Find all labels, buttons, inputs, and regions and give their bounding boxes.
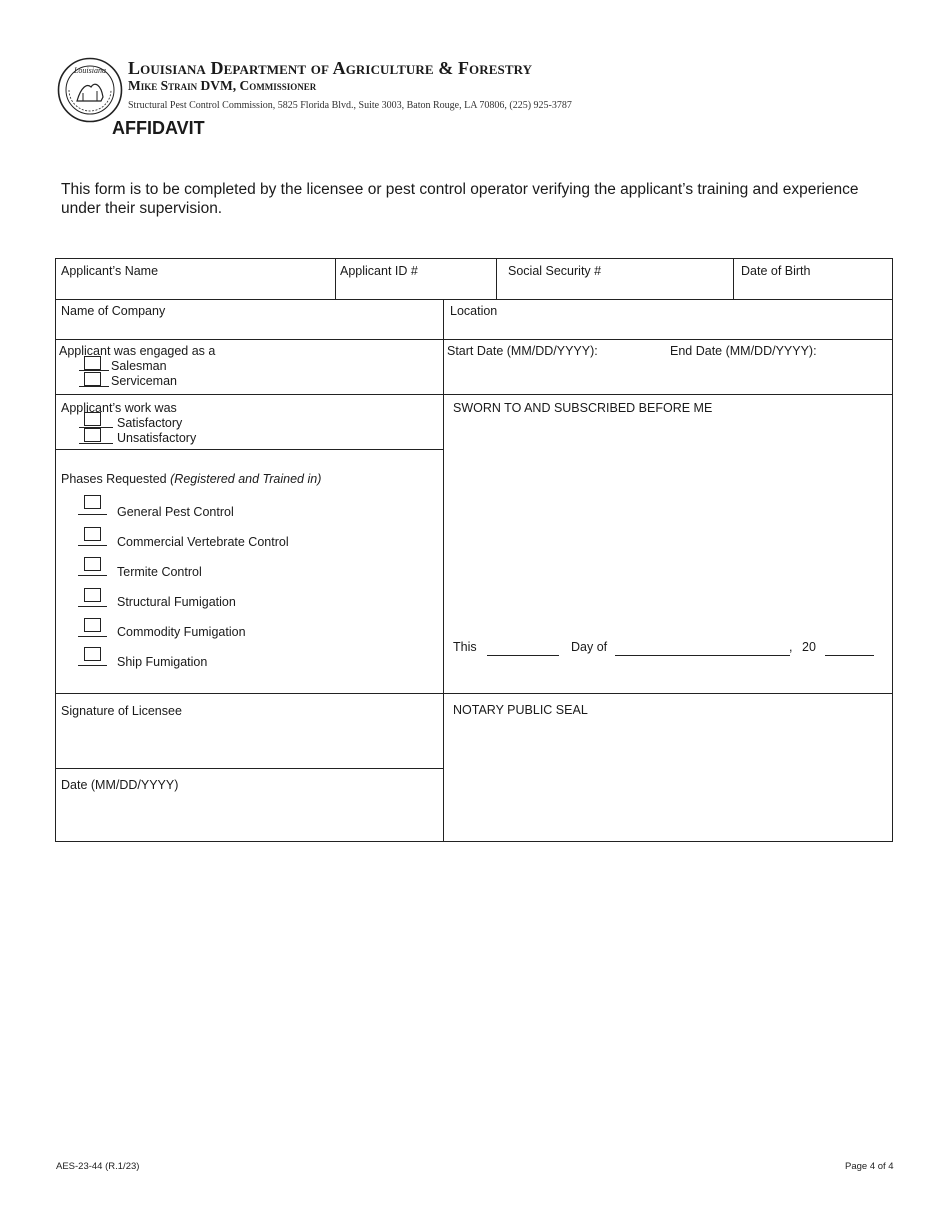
page-number: Page 4 of 4	[845, 1161, 894, 1172]
commission-address: Structural Pest Control Commission, 5825 Florida Blvd., Suite 3003, Baton Rouge, LA 70806, (225) 925-3787	[128, 100, 572, 111]
form-title: AFFIDAVIT	[112, 118, 205, 138]
engaged-as-label: Applicant was engaged as a	[59, 344, 216, 358]
applicant-name-field[interactable]: Applicant’s Name	[61, 264, 159, 278]
start-date-field[interactable]: Start Date (MM/DD/YYYY):	[447, 344, 598, 358]
column-divider	[335, 258, 336, 299]
column-divider	[496, 258, 497, 299]
end-date-field[interactable]: End Date (MM/DD/YYYY):	[670, 344, 817, 358]
phase-label: Structural Fumigation	[117, 595, 236, 609]
phases-label-italic: (Registered and Trained in)	[170, 472, 322, 486]
day-of-label: Day of	[571, 640, 608, 654]
department-name: Louisiana Department of Agriculture & Forestry	[128, 58, 533, 78]
phase-label: Termite Control	[117, 565, 202, 579]
sworn-subscribed-label: SWORN TO AND SUBSCRIBED BEFORE ME	[453, 401, 713, 415]
unsatisfactory-checkbox[interactable]	[84, 428, 101, 442]
checkbox-underline	[78, 636, 107, 637]
work-was-label: Applicant’s work was	[61, 401, 177, 415]
form-id: AES-23-44 (R.1/23)	[56, 1161, 140, 1172]
phase-label: Commodity Fumigation	[117, 625, 246, 639]
checkbox-underline	[78, 545, 107, 546]
commodity-fumigation-checkbox[interactable]	[84, 618, 101, 632]
notary-public-seal-area: NOTARY PUBLIC SEAL	[453, 703, 588, 717]
checkbox-underline	[78, 606, 107, 607]
structural-fumigation-checkbox[interactable]	[84, 588, 101, 602]
row-divider	[55, 768, 444, 769]
checkbox-underline	[78, 514, 107, 515]
serviceman-checkbox[interactable]	[84, 372, 101, 386]
phases-requested-label	[61, 472, 321, 486]
year-prefix: 20	[802, 640, 816, 654]
year-blank[interactable]	[825, 655, 874, 656]
signature-date-field[interactable]: Date (MM/DD/YYYY)	[61, 778, 179, 792]
checkbox-underline	[79, 370, 109, 371]
checkbox-underline	[79, 386, 109, 387]
row-divider	[55, 339, 893, 340]
unsatisfactory-label: Unsatisfactory	[117, 431, 197, 445]
licensee-signature-field[interactable]: Signature of Licensee	[61, 704, 182, 718]
satisfactory-checkbox[interactable]	[84, 412, 101, 426]
location-field[interactable]: Location	[450, 304, 498, 318]
checkbox-underline	[78, 665, 107, 666]
row-divider	[55, 693, 893, 694]
salesman-label: Salesman	[111, 359, 167, 373]
row-divider	[55, 394, 893, 395]
company-name-field[interactable]: Name of Company	[61, 304, 166, 318]
ship-fumigation-checkbox[interactable]	[84, 647, 101, 661]
applicant-id-field[interactable]: Applicant ID #	[340, 264, 418, 278]
row-divider	[55, 299, 893, 300]
salesman-checkbox[interactable]	[84, 356, 101, 370]
checkbox-underline	[79, 443, 113, 444]
phase-label: Ship Fumigation	[117, 655, 208, 669]
termite-control-checkbox[interactable]	[84, 557, 101, 571]
this-label: This	[453, 640, 477, 654]
date-of-birth-field[interactable]: Date of Birth	[741, 264, 811, 278]
form-intro-text: This form is to be completed by the licensee or pest control operator verifying the applicant’s training and experience under their supervision.	[61, 181, 859, 217]
column-divider	[733, 258, 734, 299]
satisfactory-label: Satisfactory	[117, 416, 183, 430]
phases-label-text: Phases Requested	[61, 472, 167, 486]
commissioner-name: Mike Strain DVM, Commissioner	[128, 78, 317, 93]
phase-label: Commercial Vertebrate Control	[117, 535, 289, 549]
row-divider	[55, 449, 444, 450]
general-pest-control-checkbox[interactable]	[84, 495, 101, 509]
seal-script-text: Louisiana	[73, 66, 107, 75]
column-divider	[443, 299, 444, 842]
ssn-field[interactable]: Social Security #	[508, 264, 602, 278]
serviceman-label: Serviceman	[111, 374, 177, 388]
phase-label: General Pest Control	[117, 505, 234, 519]
commercial-vertebrate-control-checkbox[interactable]	[84, 527, 101, 541]
comma-separator: ,	[789, 640, 793, 654]
day-number-blank[interactable]	[487, 655, 559, 656]
department-seal-logo	[57, 57, 123, 123]
month-blank[interactable]	[615, 655, 790, 656]
checkbox-underline	[78, 575, 107, 576]
